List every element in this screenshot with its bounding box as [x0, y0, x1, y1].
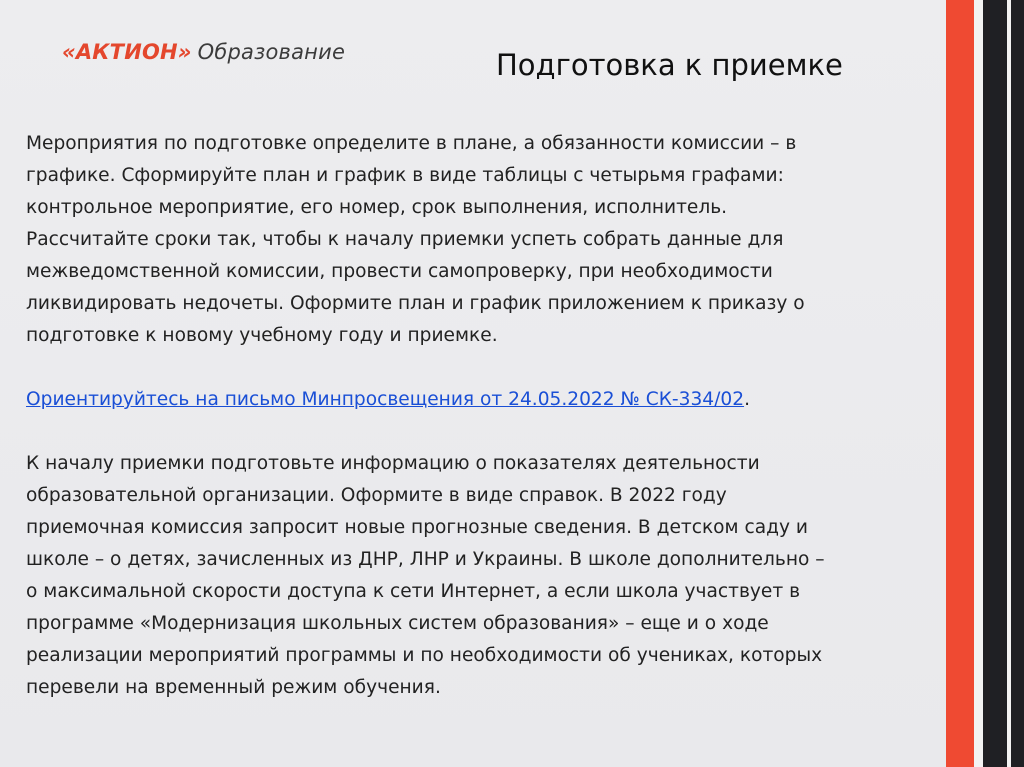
text-line: программе «Модернизация школьных систем образования» – еще и о ходе: [26, 613, 769, 634]
text-line: приемочная комиссия запросит новые прогнозные сведения. В детском саду и: [26, 517, 808, 538]
text-line: межведомственной комиссии, провести самопроверку, при необходимости: [26, 261, 773, 282]
decor-stripe-dark-edge: [1011, 0, 1024, 767]
text-line: К началу приемки подготовьте информацию о показателях деятельности: [26, 453, 760, 474]
logo-brand: «АКТИОН»: [62, 40, 192, 64]
link-suffix: .: [744, 389, 750, 410]
paragraph-link: [26, 384, 926, 416]
ministry-letter-link[interactable]: Ориентируйтесь на письмо Минпросвещения от 24.05.2022 № СК-334/02: [26, 389, 745, 410]
decor-stripe-gap: [974, 0, 983, 767]
logo: [62, 40, 345, 64]
slide-content: [26, 128, 926, 704]
paragraph-spacer: [26, 416, 926, 448]
text-line: перевели на временный режим обучения.: [26, 677, 441, 698]
text-line: ликвидировать недочеты. Оформите план и график приложением к приказу о: [26, 293, 805, 314]
text-line: реализации мероприятий программы и по необходимости об учениках, которых: [26, 645, 823, 666]
text-line: образовательной организации. Оформите в виде справок. В 2022 году: [26, 485, 727, 506]
text-line: подготовке к новому учебному году и приемке.: [26, 325, 498, 346]
paragraph-spacer: [26, 352, 926, 384]
decor-stripe-orange: [946, 0, 974, 767]
text-line: о максимальной скорости доступа к сети Интернет, а если школа участвует в: [26, 581, 801, 602]
text-line: контрольное мероприятие, его номер, срок выполнения, исполнитель.: [26, 197, 728, 218]
text-line: Рассчитайте сроки так, чтобы к началу приемки успеть собрать данные для: [26, 229, 784, 250]
text-line: школе – о детях, зачисленных из ДНР, ЛНР и Украины. В школе дополнительно –: [26, 549, 825, 570]
text-line: графике. Сформируйте план и график в виде таблицы с четырьмя графами:: [26, 165, 784, 186]
slide-title: Подготовка к приемке: [496, 48, 843, 82]
text-line: Мероприятия по подготовке определите в плане, а обязанности комиссии – в: [26, 133, 797, 154]
paragraph-info: [26, 448, 926, 704]
decor-stripe-dark: [983, 0, 1007, 767]
paragraph-plan: [26, 128, 926, 352]
logo-subtitle: Образование: [197, 40, 346, 64]
